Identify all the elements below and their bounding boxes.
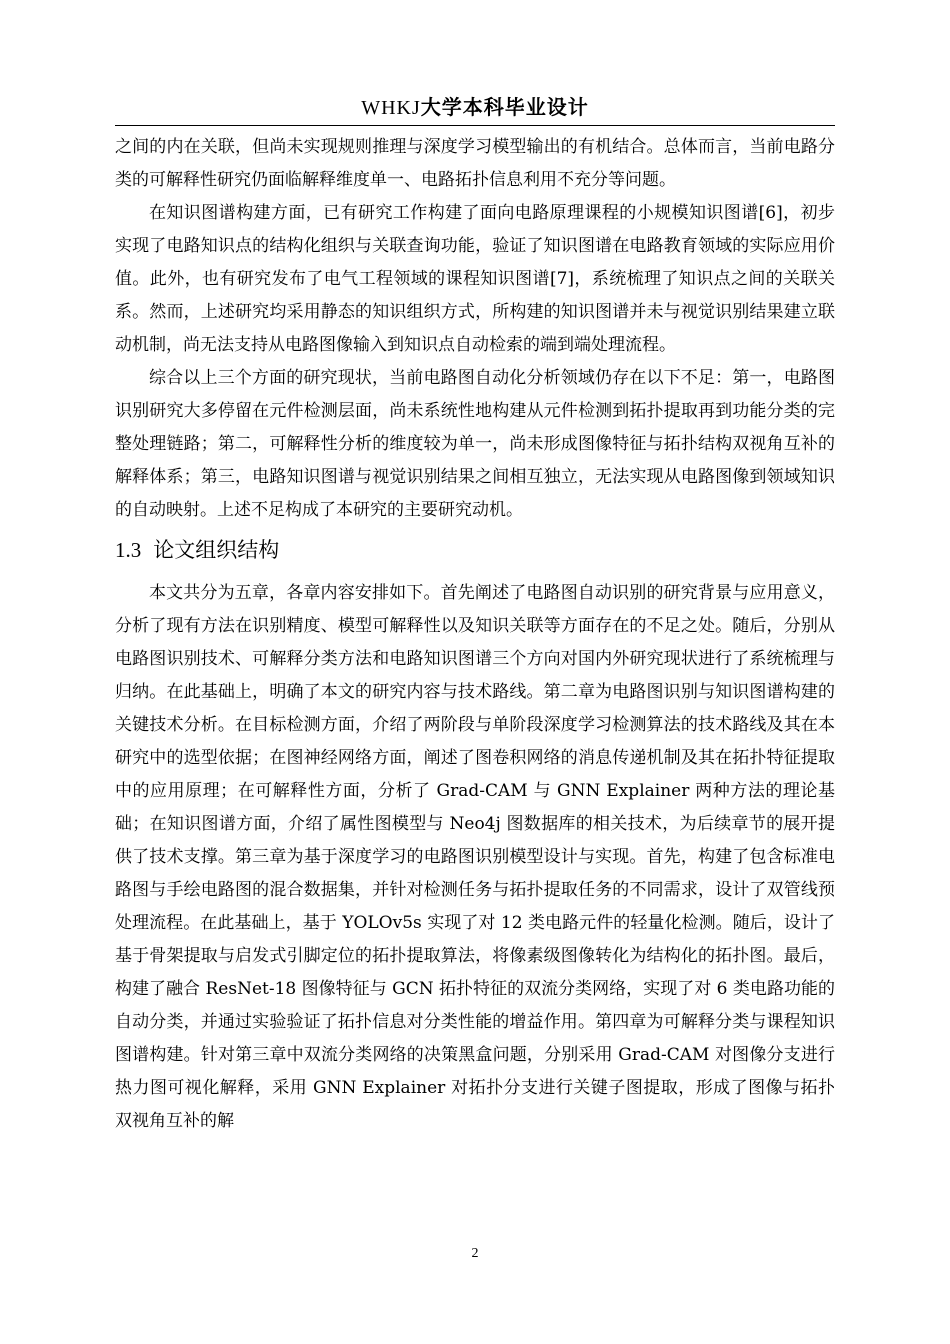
section-title: 论文组织结构 [153,538,280,562]
header-title: 大学本科毕业设计 [420,95,589,119]
body-text [115,131,835,1138]
paragraph-knowledge-graph: 在知识图谱构建方面，已有研究工作构建了面向电路原理课程的小规模知识图谱[6]，初步实现了电路知识点的结构化组织与关联查询功能，验证了知识图谱在电路教育领域的实际应用价值。此外，也有研究发布了电气工程领域的课程知识图谱[7]，系统梳理了知识点之间的关联关系。然而，上述研究均采用静态的知识组织方式，所构建的知识图谱并未与视觉识别结果建立联动机制，尚无法支持从电路图像输入到知识点自动检索的端到端处理流程。 [115,203,835,355]
header-latin-text: WHKJ [361,97,421,119]
paragraph-continuation: 之间的内在关联，但尚未实现规则推理与深度学习模型输出的有机结合。总体而言，当前电路分类的可解释性研究仍面临解释维度单一、电路拓扑信息利用不充分等问题。 [115,137,835,190]
paragraph-organization: 本文共分为五章，各章内容安排如下。首先阐述了电路图自动识别的研究背景与应用意义，分析了现有方法在识别精度、模型可解释性以及知识关联等方面存在的不足之处。随后，分别从电路图识别技术、可解释分类方法和电路知识图谱三个方向对国内外研究现状进行了系统梳理与归纳。在此基础上，明确了本文的研究内容与技术路线。第二章为电路图识别与知识图谱构建的关键技术分析。在目标检测方面，介绍了两阶段与单阶段深度学习检测算法的技术路线及其在本研究中的选型依据；在图神经网络方面，阐述了图卷积网络的消息传递机制及其在拓扑特征提取中的应用原理；在可解释性方面，分析了 Grad-CAM 与 GNN Explainer 两种方法的理论基础；在知识图谱方面，介绍了属性图模型与 Neo4j 图数据库的相关技术，为后续章节的展开提供了技术支撑。第三章为基于深度学习的电路图识别模型设计与实现。首先，构建了包含标准电路图与手绘电路图的混合数据集，并针对检测任务与拓扑提取任务的不同需求，设计了双管线预处理流程。在此基础上，基于 YOLOv5s 实现了对 12 类电路元件的轻量化检测。随后，设计了基于骨架提取与启发式引脚定位的拓扑提取算法，将像素级图像转化为结构化的拓扑图。最后，构建了融合 ResNet-18 图像特征与 GCN 拓扑特征的双流分类网络，实现了对 6 类电路功能的自动分类，并通过实验验证了拓扑信息对分类性能的增益作用。第四章为可解释分类与课程知识图谱构建。针对第三章中双流分类网络的决策黑盒问题，分别采用 Grad-CAM 对图像分支进行热力图可视化解释，采用 GNN Explainer 对拓扑分支进行关键子图提取，形成了图像与拓扑双视角互补的解 [115,583,835,1131]
page-header [115,93,835,126]
paragraph-summary: 综合以上三个方面的研究现状，当前电路图自动化分析领域仍存在以下不足：第一，电路图识别研究大多停留在元件检测层面，尚未系统性地构建从元件检测到拓扑提取再到功能分类的完整处理链路；第二，可解释性分析的维度较为单一，尚未形成图像特征与拓扑结构双视角互补的解释体系；第三，电路知识图谱与视觉识别结果之间相互独立，无法实现从电路图像到领域知识的自动映射。上述不足构成了本研究的主要研究动机。 [115,368,835,520]
section-number: 1.3 [115,538,142,562]
page-number: 2 [471,1246,479,1261]
section-heading [115,533,835,567]
